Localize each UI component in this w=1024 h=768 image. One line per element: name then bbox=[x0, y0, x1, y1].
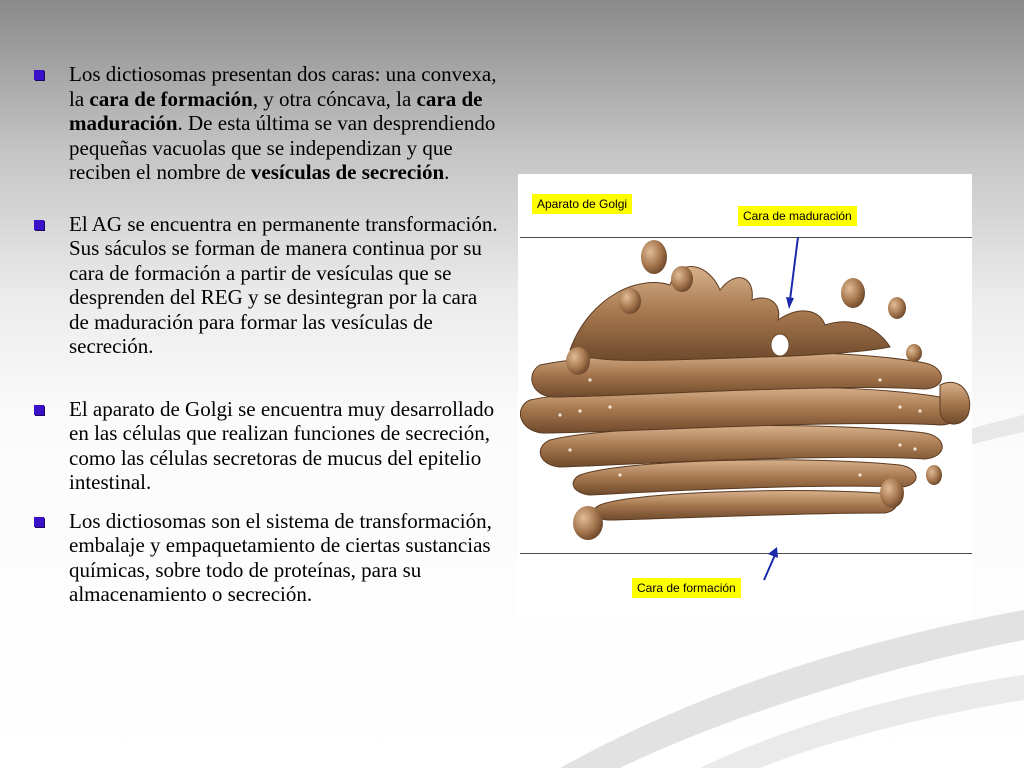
bullet-paragraph-2 bbox=[30, 212, 500, 359]
label-golgi-apparatus: Aparato de Golgi bbox=[532, 194, 632, 214]
text-run: . De esta última se van desprendiendo pequeñas vacuolas que se independizan y que reciben el nombre de bbox=[69, 111, 496, 184]
bullet-paragraph-1 bbox=[30, 62, 500, 185]
text-run-bold: vesículas de secreción bbox=[250, 160, 445, 184]
square-bullet-icon bbox=[34, 517, 44, 527]
bullet-paragraph-3 bbox=[30, 397, 500, 495]
label-maturation-face: Cara de maduración bbox=[738, 206, 857, 226]
bullet-paragraph-4 bbox=[30, 509, 500, 607]
label-formation-face: Cara de formación bbox=[632, 578, 741, 598]
text-run: Los dictiosomas son el sistema de transformación, embalaje y empaquetamiento de ciertas sustancias químicas, sobre todo de proteínas, para su almacenamiento o secreción. bbox=[69, 508, 492, 606]
text-run: , y otra cóncava, la bbox=[252, 86, 417, 111]
text-run: . bbox=[444, 160, 450, 184]
square-bullet-icon bbox=[34, 405, 44, 415]
maturation-arrow bbox=[786, 237, 798, 309]
formation-arrow bbox=[764, 547, 778, 580]
square-bullet-icon bbox=[34, 70, 44, 80]
bullet-list bbox=[30, 62, 500, 607]
golgi-apparatus-illustration bbox=[520, 175, 972, 615]
text-run: El aparato de Golgi se encuentra muy desarrollado en las células que realizan funciones de secreción, como las células secretoras de mucus del epitelio intestinal. bbox=[69, 396, 495, 494]
square-bullet-icon bbox=[34, 220, 44, 230]
text-run-bold: cara de maduración bbox=[69, 86, 483, 135]
text-run-bold: cara de formación bbox=[89, 86, 253, 111]
text-run: Los dictiosomas presentan dos caras: una convexa, la bbox=[69, 62, 497, 111]
text-run: El AG se encuentra en permanente transformación. Sus sáculos se forman de manera continua por su cara de formación a partir de vesículas que se desprenden del REG y se desintegran por la cara de maduración para formar las vesículas de secreción. bbox=[69, 211, 498, 358]
